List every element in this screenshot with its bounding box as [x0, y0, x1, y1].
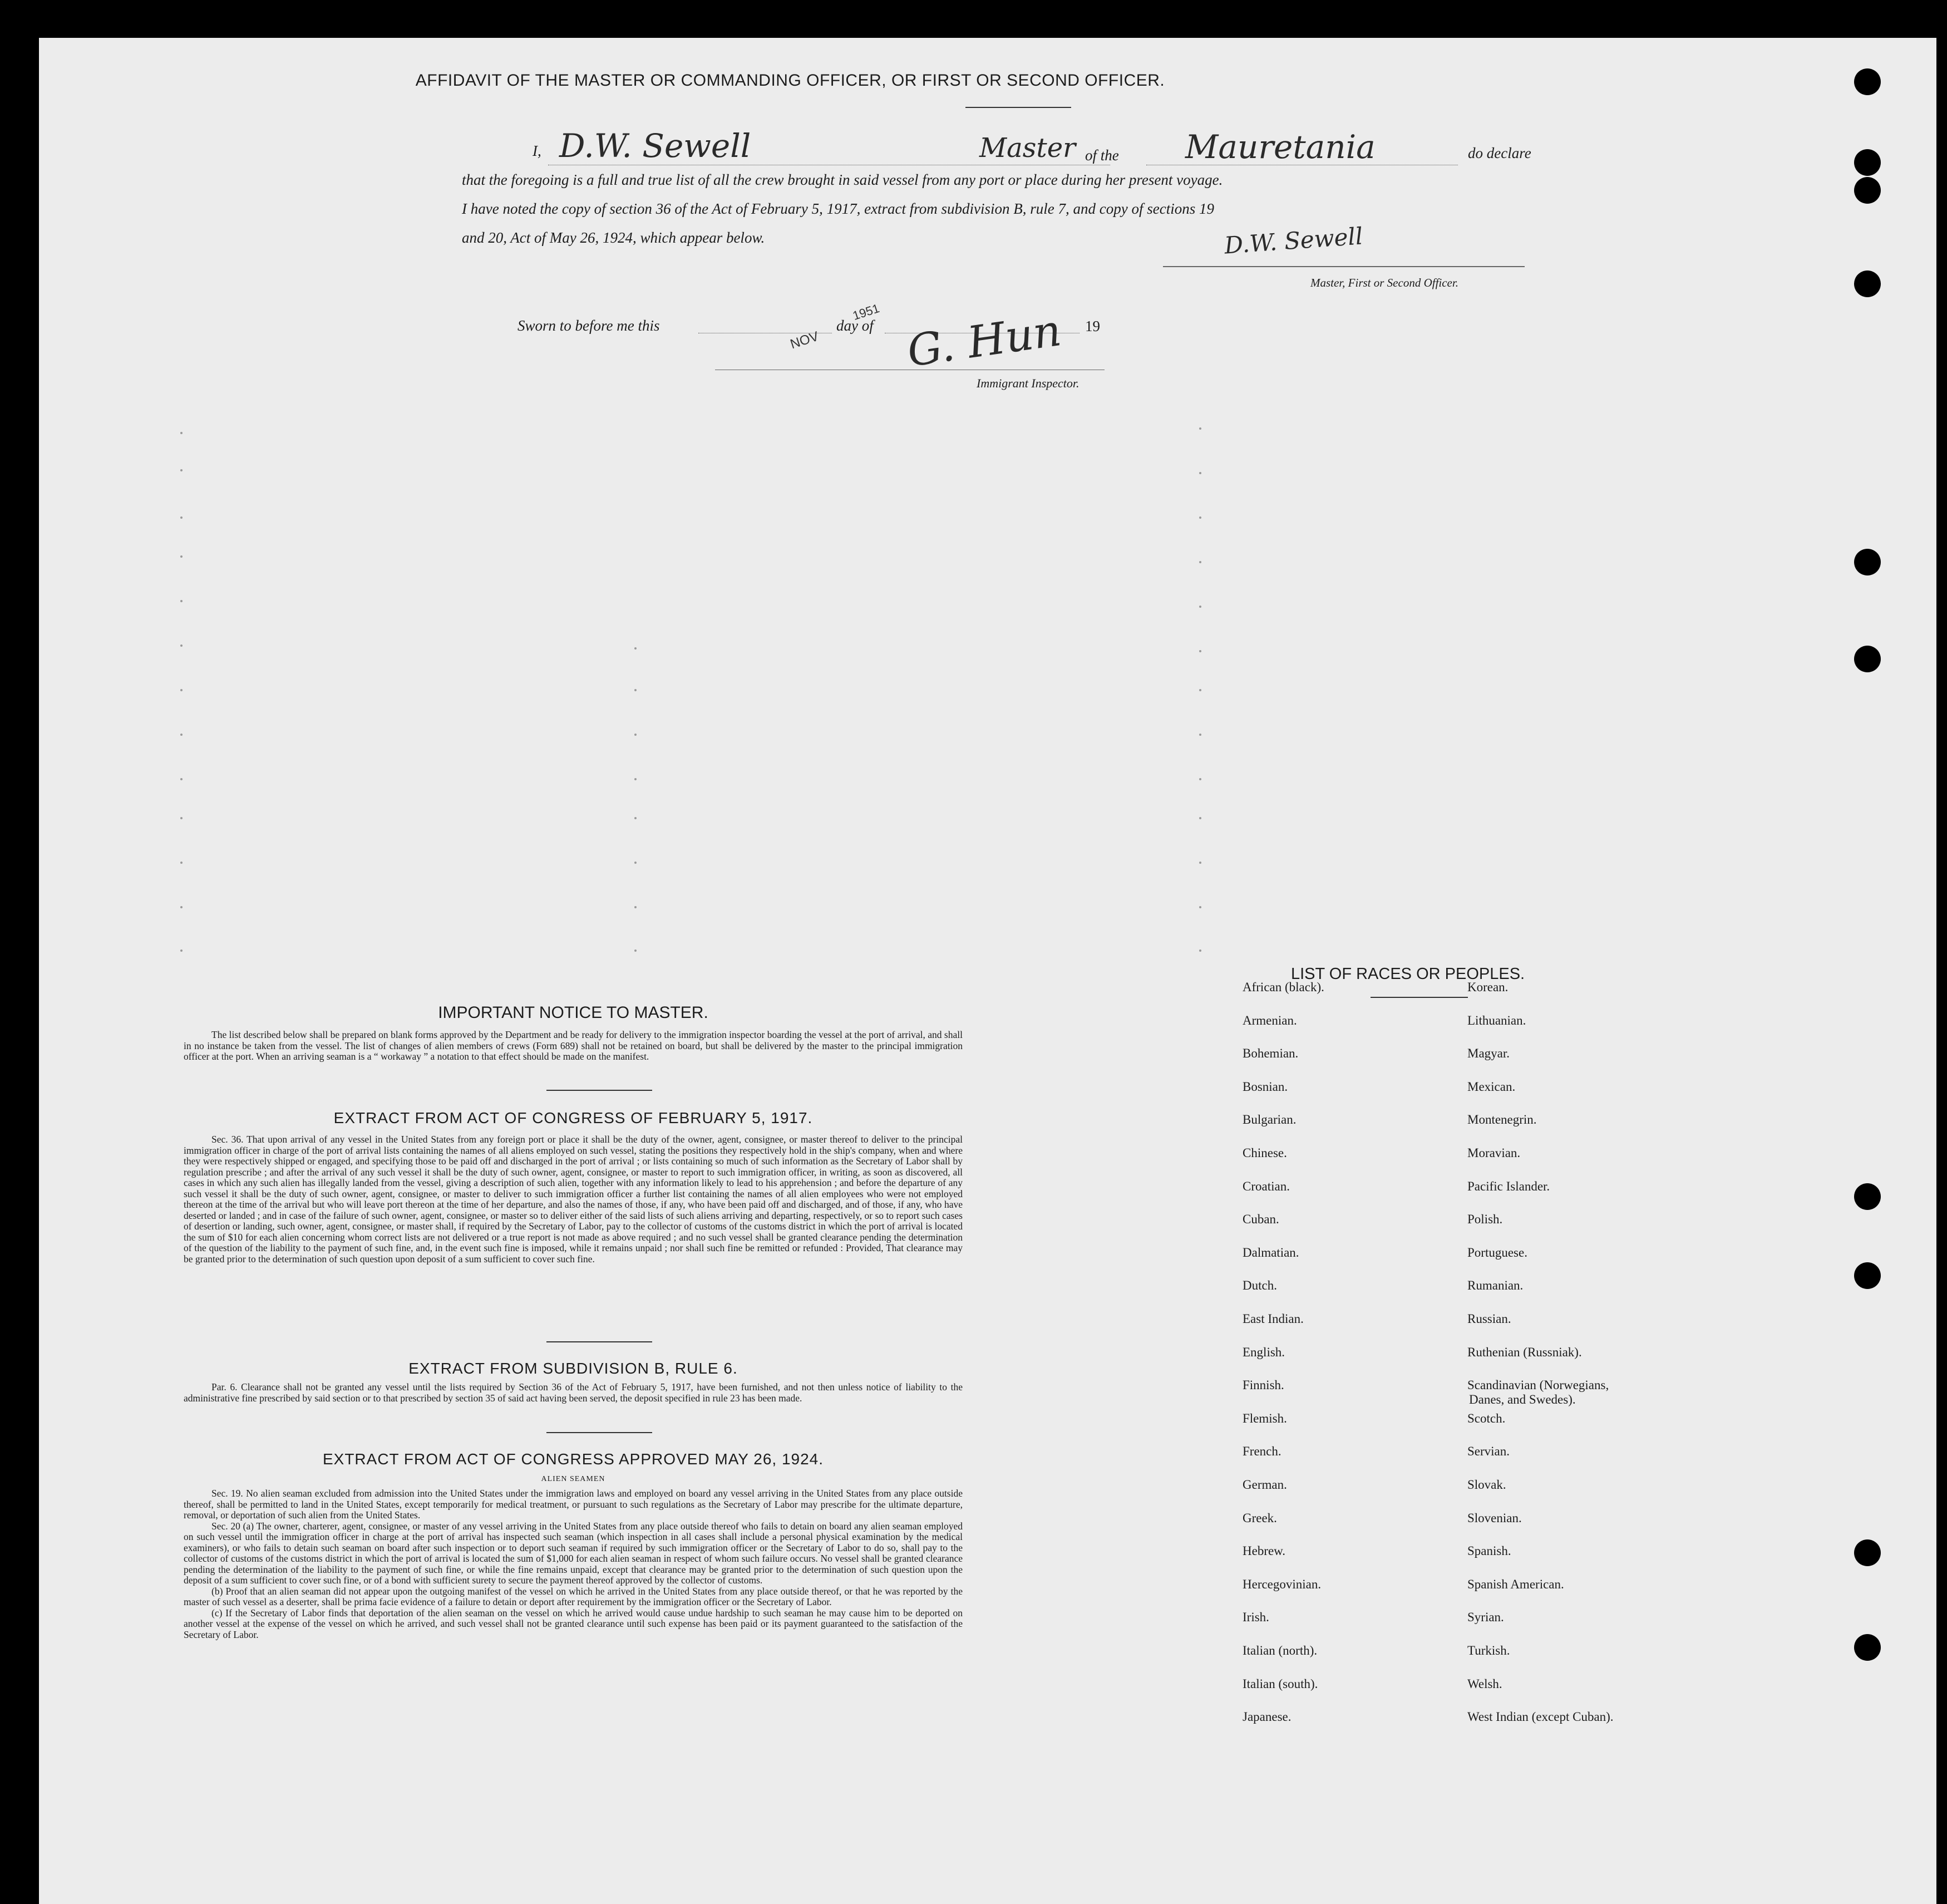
margin-dot [180, 906, 183, 908]
race-item: English. [1243, 1345, 1285, 1359]
margin-dot [1199, 778, 1201, 780]
par-6-paragraph: Par. 6. Clearance shall not be granted any vessel until the lists required by Section 36 of the Act of February 5, 1917, have been furnished, and not then unless notice of liability to the administrative fine prescribed by said section or to that prescribed by section 35 of said act having been served, the deposit specified in rule 23 has been made. [184, 1381, 963, 1404]
margin-dot [1199, 516, 1201, 519]
margin-dot [1199, 906, 1201, 908]
race-item: Bohemian. [1243, 1046, 1299, 1060]
race-item: Russian. [1467, 1312, 1511, 1326]
date-stamp-month: NOV [788, 328, 821, 352]
inspector-signature: G. Hun [904, 306, 1064, 377]
sworn-label: Sworn to before me this [517, 317, 660, 334]
margin-dot [634, 817, 637, 819]
margin-dot [180, 644, 183, 647]
affidavit-line-3: I have noted the copy of section 36 of the Act of February 5, 1917, extract from subdivision B, rule 7, and copy of sections 19 [462, 200, 1214, 217]
punch-hole [1854, 1183, 1881, 1210]
race-item: Turkish. [1467, 1644, 1510, 1657]
race-item: Slovak. [1467, 1478, 1506, 1492]
margin-dot [634, 862, 637, 864]
margin-dot [1199, 650, 1201, 652]
race-item: Welsh. [1467, 1677, 1502, 1691]
race-scandinavian-cont: Danes, and Swedes). [1469, 1393, 1576, 1406]
race-item: Portuguese. [1467, 1246, 1527, 1260]
race-item: Armenian. [1243, 1014, 1297, 1027]
punch-hole [1854, 646, 1881, 672]
notice-body [184, 1030, 963, 1062]
margin-dot [1199, 734, 1201, 736]
punch-hole [1854, 1634, 1881, 1661]
race-item: Montenegrin. [1467, 1113, 1537, 1126]
race-item: Spanish American. [1467, 1577, 1564, 1591]
race-item: Pacific Islander. [1467, 1179, 1550, 1193]
margin-dot [180, 516, 183, 519]
affidavit-line-2: that the foregoing is a full and true list of all the crew brought in said vessel from any port or place during her present voyage. [462, 171, 1223, 188]
margin-dot [634, 906, 637, 908]
race-item: Magyar. [1467, 1046, 1510, 1060]
race-item: Croatian. [1243, 1179, 1290, 1193]
race-item: Dalmatian. [1243, 1246, 1299, 1260]
race-item: Scotch. [1467, 1411, 1506, 1425]
do-declare-label: do declare [1468, 145, 1531, 161]
race-item: Hebrew. [1243, 1544, 1286, 1558]
section-36-paragraph: Sec. 36. That upon arrival of any vessel in the United States from any foreign port or place it shall be the duty of the owner, agent, consignee, or master thereof to deliver to the principal immigration officer in charge of the port of arrival lists containing the names of all aliens employed on such vessel, stating the positions they respectively hold in the ship's company, when and where they were respectively shipped or engaged, and specifying those to be paid off and discharged in the port of arrival ; or lists containing so much of such information as the Secretary of Labor shall by regulation prescribe ; and after the arrival of any such vessel it shall be the duty of such owner, agent, consignee, or master to report to such immigration officer, in writing, as soon as discovered, all cases in which any such alien has illegally landed from the vessel, giving a description of such alien, together with any information likely to lead to his apprehension ; and before the departure of any such vessel it shall be the duty of such owner, agent, consignee, or master to deliver to such immigration officer a further list containing the names of all alien employees who were not employed thereon at the time of the arrival but who will leave port thereon at the time of her departure, and also the names of those, if any, who have been paid off and discharged, and of those, if any, who have deserted or landed ; and in case of the failure of such owner, agent, consignee, or master so to deliver either of the said lists of such aliens arriving and departing, respectively, or so to report such cases of desertion or landing, such owner, agent, consignee, or master shall, if required by the Secretary of Labor, pay to the collector of customs of the customs district in which the port of arrival is located the sum of $10 for each alien concerning whom correct lists are not delivered or a true report is not made as above required ; and no such vessel shall be granted clearance pending the determination of the question of the liability to the payment of such fine, and, in the event such fine is imposed, while it remains unpaid ; nor shall such fine be remitted or refunded : Provided, That clearance may be granted prior to the determination of such question upon deposit of a sum sufficient to cover such fine. [184, 1134, 963, 1265]
alien-seamen-subtitle: ALIEN SEAMEN [541, 1475, 605, 1483]
margin-dot [180, 689, 183, 691]
races-title: LIST OF RACES OR PEOPLES. [1291, 965, 1525, 983]
race-item: West Indian (except Cuban). [1467, 1710, 1614, 1724]
margin-dot [1199, 561, 1201, 563]
race-item: Polish. [1467, 1212, 1503, 1226]
master-signature: D.W. Sewell [1223, 222, 1364, 259]
extract-1917-body [184, 1134, 963, 1265]
margin-dot [180, 432, 183, 434]
punch-hole [1854, 1539, 1881, 1566]
handwritten-name: D.W. Sewell [559, 127, 751, 165]
margin-dot [180, 817, 183, 819]
race-item: Hercegovinian. [1243, 1577, 1322, 1591]
margin-dot [180, 600, 183, 602]
race-item: Italian (north). [1243, 1644, 1318, 1657]
punch-hole [1854, 68, 1881, 95]
inspector-caption: Immigrant Inspector. [977, 376, 1080, 390]
margin-dot [634, 647, 637, 650]
margin-dot [634, 778, 637, 780]
subdiv-b-title: EXTRACT FROM SUBDIVISION B, RULE 6. [408, 1360, 738, 1377]
race-item: Greek. [1243, 1511, 1277, 1525]
punch-hole [1854, 549, 1881, 575]
sec-20b-paragraph: (b) Proof that an alien seaman did not appear upon the outgoing manifest of the vessel on which he arrived in the United States from any place outside thereof, or that he was reported by the master of such vessel as a deserter, shall be prima facie evidence of a failure to detain or deport after requirement by the immigration officer or the Secretary of Labor. [184, 1585, 963, 1607]
prefix-i: I, [533, 142, 541, 159]
affidavit-title: AFFIDAVIT OF THE MASTER OR COMMANDING OFFICER, OR FIRST OR SECOND OFFICER. [415, 71, 1165, 90]
margin-dot [180, 734, 183, 736]
race-item: Korean. [1467, 980, 1509, 994]
sec-20c-paragraph: (c) If the Secretary of Labor finds that deportation of the alien seaman on the vessel on which he arrived would cause undue hardship to such seaman he may cause him to be deported on another vessel at the expense of the vessel on which he arrived, and such vessel shall not be granted clearance until such expense has been paid or its payment guaranteed to the satisfaction of the Secretary of Labor. [184, 1607, 963, 1640]
race-item: Syrian. [1467, 1610, 1504, 1624]
race-item: Scandinavian (Norwegians, [1467, 1378, 1609, 1392]
race-item: German. [1243, 1478, 1287, 1492]
margin-dot [634, 689, 637, 691]
day-of-label: day of [836, 317, 874, 334]
divider-2 [546, 1341, 652, 1342]
extract-1924-body [184, 1488, 963, 1640]
punch-hole [1854, 270, 1881, 297]
race-item: Bulgarian. [1243, 1113, 1297, 1126]
race-item: Slovenian. [1467, 1511, 1522, 1525]
margin-dot [180, 469, 183, 471]
handwritten-rank: Master [979, 132, 1076, 164]
document-page [39, 38, 1936, 1904]
master-signature-line [1163, 266, 1525, 267]
punch-hole [1854, 149, 1881, 176]
affidavit-line-1 [533, 142, 541, 160]
margin-dot [1199, 862, 1201, 864]
margin-dot [1199, 817, 1201, 819]
extract-1924-title: EXTRACT FROM ACT OF CONGRESS APPROVED MAY 26, 1924. [322, 1450, 824, 1468]
sec-19-paragraph: Sec. 19. No alien seaman excluded from admission into the United States under the immigration laws and employed on board any vessel arriving in the United States from any place outside thereof, shall be permitted to land in the United States, except temporarily for medical treatment, or pursuant to such regulations as the Secretary of Labor may prescribe for the ultimate departure, removal, or deportation of such alien from the United States. [184, 1488, 963, 1521]
race-item: Bosnian. [1243, 1080, 1288, 1094]
race-item: Dutch. [1243, 1278, 1277, 1292]
date-stamp-year: 1951 [851, 301, 881, 323]
margin-dot [180, 949, 183, 952]
race-item: African (black). [1243, 980, 1324, 994]
race-item: Moravian. [1467, 1146, 1521, 1160]
race-item: Chinese. [1243, 1146, 1287, 1160]
race-item: Servian. [1467, 1444, 1510, 1458]
margin-dot [1199, 606, 1201, 608]
notice-title: IMPORTANT NOTICE TO MASTER. [438, 1003, 708, 1022]
of-the-label: of the [1085, 147, 1119, 164]
race-item: Finnish. [1243, 1378, 1284, 1392]
affidavit-line-4: and 20, Act of May 26, 1924, which appear below. [462, 229, 765, 246]
year-prefix: 19 [1085, 318, 1100, 334]
margin-dot [1199, 949, 1201, 952]
margin-dot [634, 734, 637, 736]
race-item: Spanish. [1467, 1544, 1511, 1558]
notice-paragraph: The list described below shall be prepared on blank forms approved by the Department and be ready for delivery to the immigration inspector boarding the vessel at the port of arrival, and shall in no instance be taken from the vessel. The list of changes of alien members of crews (Form 689) shall not be retained on board, but shall be delivered by the master to the principal immigration officer at the port. When an arriving seaman is a “ workaway ” a notation to that effect should be made on the manifest. [184, 1029, 963, 1062]
race-item: Cuban. [1243, 1212, 1279, 1226]
punch-hole [1854, 177, 1881, 204]
punch-hole [1854, 1262, 1881, 1289]
margin-dot [180, 862, 183, 864]
margin-dot [1199, 689, 1201, 691]
master-caption: Master, First or Second Officer. [1310, 276, 1458, 289]
divider-1 [546, 1090, 652, 1091]
race-item: Mexican. [1467, 1080, 1516, 1094]
race-item: French. [1243, 1444, 1281, 1458]
margin-dot [1199, 427, 1201, 430]
race-item: Rumanian. [1467, 1278, 1524, 1292]
race-item: Italian (south). [1243, 1677, 1318, 1691]
race-item: Flemish. [1243, 1411, 1287, 1425]
divider-3 [546, 1432, 652, 1433]
extract-1917-title: EXTRACT FROM ACT OF CONGRESS OF FEBRUARY 5, 1917. [333, 1109, 813, 1126]
race-item: Japanese. [1243, 1710, 1292, 1724]
race-item: Lithuanian. [1467, 1014, 1526, 1027]
margin-dot [180, 778, 183, 780]
race-item: Ruthenian (Russniak). [1467, 1345, 1582, 1359]
sec-20a-paragraph: Sec. 20 (a) The owner, charterer, agent, consignee, or master of any vessel arriving in the United States from any place outside thereof who fails to detain on board any alien seaman employed on such vessel until the immigration officer in charge at the port of arrival has inspected such seaman (which inspection in all cases shall include a personal physical examination by the medical examiners), or who fails to detain such seaman on board after such inspection or to deport such seaman if required by such immigration officer or the Secretary of Labor to do so, shall pay to the collector of customs of the customs district in which the port of arrival is located the sum of $1,000 for each alien seaman in respect of whom such failure occurs. No vessel shall be granted clearance pending the determination of the liability to the payment of such fine, or while the fine remains unpaid, except that clearance may be granted prior to the determination of such question upon the deposit of a sum sufficient to cover such fine, or of a bond with sufficient surety to secure the payment thereof approved by the collector of customs. [184, 1520, 963, 1586]
race-item: East Indian. [1243, 1312, 1304, 1326]
subdiv-b-body [184, 1382, 963, 1404]
margin-dot [1199, 472, 1201, 474]
margin-dot [634, 949, 637, 952]
race-item: Irish. [1243, 1610, 1269, 1624]
handwritten-ship: Mauretania [1185, 128, 1376, 166]
title-underline [965, 107, 1071, 108]
margin-dot [180, 555, 183, 558]
races-underline [1371, 997, 1468, 998]
